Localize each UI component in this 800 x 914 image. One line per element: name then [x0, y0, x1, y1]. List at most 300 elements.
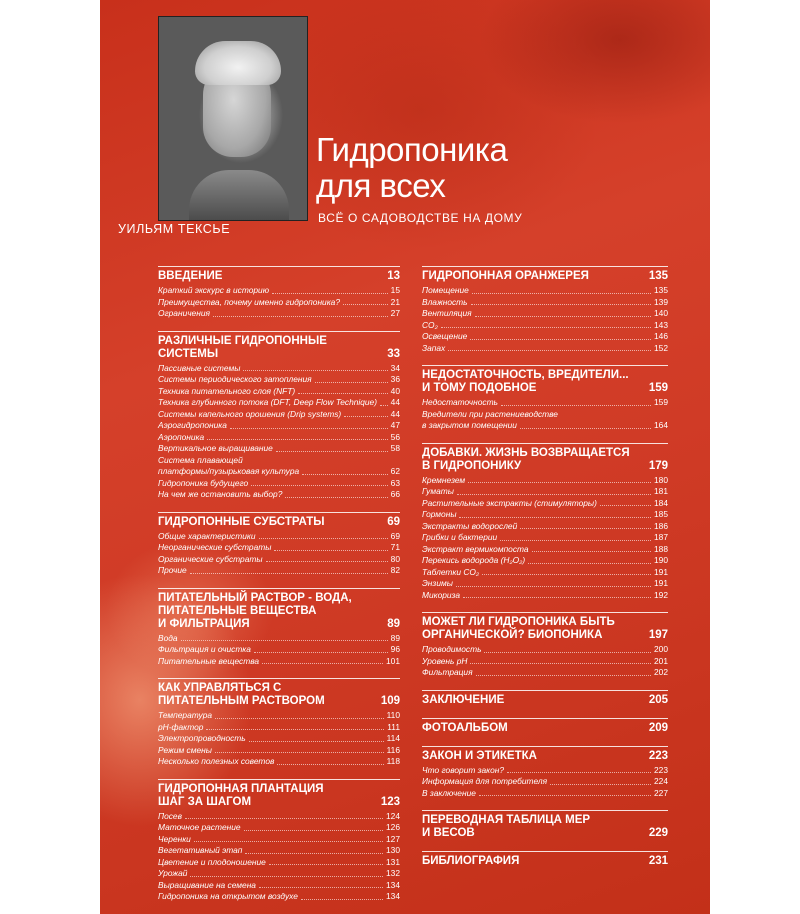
toc-item-label: Вредители при растениеводстве [422, 408, 558, 419]
toc-item-page-number: 185 [654, 509, 668, 519]
toc-section-header[interactable] [158, 516, 400, 529]
toc-item[interactable] [158, 443, 400, 455]
toc-item-label: CO₂ [422, 319, 438, 330]
toc-item-leader-dots [471, 304, 651, 305]
toc-item-leader-dots [215, 752, 384, 753]
toc-item-page-number: 116 [386, 744, 400, 755]
toc-item-page-number: 146 [654, 331, 668, 341]
toc-item[interactable] [422, 590, 668, 602]
toc-item[interactable] [158, 845, 400, 857]
toc-item-page-number: 184 [654, 497, 668, 508]
toc-item-leader-dots [500, 540, 651, 541]
toc-item-page-number: 223 [654, 764, 668, 775]
toc-item-page-number: 130 [386, 845, 400, 855]
toc-item-page-number: 152 [654, 342, 668, 353]
toc-item-label: Фильтрация [422, 667, 473, 677]
toc-item-leader-dots [528, 563, 651, 564]
toc-section-header[interactable] [158, 682, 400, 708]
toc-item-label: Питательные вещества [158, 655, 260, 666]
toc-item-leader-dots [520, 528, 651, 529]
toc-item-label: Кремнезем [422, 474, 466, 485]
toc-item-page-number: 191 [654, 578, 668, 588]
toc-item-label: Гидропоника на открытом воздухе [158, 891, 298, 901]
toc-item-label: Перекись водорода (H₂O₂) [422, 555, 526, 565]
toc-item[interactable] [422, 397, 668, 409]
toc-item-leader-dots [456, 586, 651, 587]
toc-section-header[interactable] [158, 783, 400, 809]
toc-item-page-number: 131 [386, 856, 400, 867]
toc-item-page-number: 56 [390, 431, 400, 442]
toc-item-page-number: 15 [390, 285, 400, 295]
toc-item[interactable] [158, 710, 400, 722]
toc-item-page-number: 159 [654, 397, 668, 407]
toc-item-label: Экстракт вермикомпоста [422, 543, 529, 554]
toc-item-page-number: 80 [390, 553, 400, 564]
toc-item-leader-dots [190, 876, 383, 877]
toc-item-leader-dots [181, 640, 388, 641]
toc-section [422, 746, 668, 800]
toc-item[interactable] [422, 409, 668, 421]
toc-item[interactable] [158, 489, 400, 501]
toc-item-leader-dots [479, 795, 651, 796]
toc-section-title: КАК УПРАВЛЯТЬСЯ С ПИТАТЕЛЬНЫМ РАСТВОРОМ [158, 682, 325, 707]
toc-item[interactable] [158, 363, 400, 375]
toc-item-leader-dots [380, 405, 388, 406]
toc-item-leader-dots [244, 830, 383, 831]
toc-item-leader-dots [441, 327, 651, 328]
toc-item-leader-dots [476, 675, 651, 676]
toc-item[interactable] [158, 397, 400, 409]
book-cover-page [100, 0, 710, 914]
toc-section [158, 266, 400, 320]
toc-item-label: Преимущества, почему именно гидропоника? [158, 296, 340, 307]
toc-item[interactable] [158, 285, 400, 297]
toc-item-leader-dots [269, 864, 383, 865]
toc-item-label: Маточное растение [158, 822, 241, 832]
toc-item-page-number: 58 [390, 443, 400, 453]
toc-item-page-number: 224 [654, 776, 668, 786]
toc-section [422, 443, 668, 602]
toc-item-page-number: 188 [654, 543, 668, 554]
toc-section [422, 266, 668, 354]
toc-item-page-number: 89 [390, 632, 400, 643]
toc-item-label: Освещение [422, 331, 468, 341]
toc-item[interactable] [158, 633, 400, 645]
toc-item-page-number: 140 [654, 308, 668, 318]
toc-item-leader-dots [301, 899, 383, 900]
toc-item-label: Вода [158, 632, 178, 643]
toc-item-page-number: 201 [654, 655, 668, 666]
toc-item-label: Электропроводность [158, 733, 246, 743]
toc-item[interactable] [158, 466, 400, 478]
toc-section-title: ГИДРОПОННАЯ ПЛАНТАЦИЯ ШАГ ЗА ШАГОМ [158, 782, 324, 808]
toc-item[interactable] [422, 475, 668, 487]
toc-section-page-number: 109 [380, 695, 400, 707]
toc-item-label: Помещение [422, 285, 469, 295]
toc-item-page-number: 190 [654, 555, 668, 565]
toc-item-leader-dots [470, 339, 651, 340]
toc-item-label: Микориза [422, 589, 461, 600]
toc-item-page-number: 71 [390, 542, 400, 552]
toc-item[interactable] [158, 880, 400, 892]
toc-item-leader-dots [470, 663, 651, 664]
book-title [316, 132, 507, 204]
toc-item-label: Посев [158, 810, 182, 821]
toc-item-leader-dots [185, 818, 383, 819]
toc-section-page-number: 123 [380, 795, 400, 808]
toc-item-leader-dots [298, 393, 388, 394]
toc-item-label: Что говорит закон? [422, 764, 504, 775]
toc-section [422, 612, 668, 679]
toc-item[interactable] [158, 811, 400, 823]
toc-item-page-number: 63 [390, 477, 400, 488]
toc-item[interactable] [158, 374, 400, 386]
toc-item-leader-dots [463, 597, 651, 598]
toc-item[interactable] [158, 554, 400, 566]
toc-item-page-number: 66 [390, 489, 400, 499]
toc-item-leader-dots [245, 853, 383, 854]
toc-item-label: Системы капельного орошения (Drip systems) [158, 408, 342, 419]
toc-item[interactable] [158, 297, 400, 309]
toc-section-title: ФОТОАЛЬБОМ [422, 721, 508, 734]
toc-section-header[interactable] [158, 592, 400, 631]
toc-item-leader-dots [259, 887, 383, 888]
toc-item-label: Вентиляция [422, 308, 472, 318]
toc-section-title: НЕДОСТАТОЧНОСТЬ, ВРЕДИТЕЛИ... И ТОМУ ПОДОБНОЕ [422, 369, 629, 394]
toc-section-page-number: 13 [387, 270, 400, 282]
toc-item-page-number: 21 [390, 296, 400, 307]
toc-item[interactable] [158, 834, 400, 846]
toc-item-page-number: 44 [390, 397, 400, 407]
toc-section-header[interactable] [422, 369, 668, 395]
toc-item-label: Несколько полезных советов [158, 756, 275, 766]
toc-item-label: Таблетки CO₂ [422, 566, 480, 577]
toc-item-leader-dots [249, 741, 384, 742]
toc-section [422, 718, 668, 735]
toc-item-label: На чем же остановить выбор? [158, 489, 283, 499]
toc-item[interactable] [422, 667, 668, 679]
toc-section-page-number: 231 [648, 855, 668, 867]
toc-item-label: Энзимы [422, 578, 453, 588]
toc-section-page-number: 179 [648, 459, 668, 472]
toc-item[interactable] [422, 486, 668, 498]
toc-item-label: Запах [422, 342, 446, 353]
toc-item-label: Система плавающей [158, 454, 243, 465]
toc-item-label: Гидропоника будущего [158, 477, 249, 488]
toc-section-header[interactable] [422, 750, 668, 763]
toc-item-page-number: 127 [386, 833, 400, 844]
toc-item[interactable] [422, 656, 668, 668]
toc-item[interactable] [158, 432, 400, 444]
toc-section-title: ПЕРЕВОДНАЯ ТАБЛИЦА МЕР И ВЕСОВ [422, 814, 591, 839]
toc-section-title: ВВЕДЕНИЕ [158, 270, 223, 282]
toc-section-title: ГИДРОПОННЫЕ СУБСТРАТЫ [158, 515, 325, 528]
toc-item-leader-dots [274, 550, 387, 551]
toc-section-page-number: 89 [387, 617, 400, 630]
toc-item-label: Вегетативный этап [158, 845, 243, 855]
toc-item-page-number: 143 [654, 319, 668, 330]
toc-item[interactable] [422, 308, 668, 320]
toc-item-leader-dots [520, 428, 651, 429]
toc-section-title: ДОБАВКИ. ЖИЗНЬ ВОЗВРАЩАЕТСЯ В ГИДРОПОНИКУ [422, 446, 630, 472]
author-photo-shirt [189, 170, 289, 220]
toc-item-label: Системы периодического затопления [158, 374, 312, 384]
toc-item-leader-dots [343, 304, 388, 305]
toc-item[interactable] [422, 331, 668, 343]
toc-item-page-number: 44 [390, 408, 400, 419]
toc-item-leader-dots [230, 428, 388, 429]
toc-section-header[interactable] [422, 694, 668, 707]
toc-item-page-number: 227 [654, 787, 668, 798]
toc-item-page-number: 62 [390, 466, 400, 476]
toc-item-leader-dots [266, 561, 388, 562]
toc-item-label: pH-фактор [158, 721, 204, 732]
book-subtitle: ВСЁ О САДОВОДСТВЕ НА ДОМУ [318, 211, 523, 225]
toc-item-leader-dots [600, 505, 651, 506]
toc-item[interactable] [422, 578, 668, 590]
toc-item[interactable] [158, 822, 400, 834]
toc-section-title: ПИТАТЕЛЬНЫЙ РАСТВОР - ВОДА, ПИТАТЕЛЬНЫЕ ВЕЩЕСТВА И ФИЛЬТРАЦИЯ [158, 591, 352, 630]
toc-item-page-number: 110 [386, 710, 400, 720]
toc-item-page-number: 118 [386, 756, 400, 766]
toc-section-page-number: 135 [648, 270, 668, 282]
toc-item-leader-dots [276, 451, 388, 452]
toc-item[interactable] [158, 531, 400, 543]
toc-item[interactable] [422, 765, 668, 777]
toc-item-leader-dots [448, 350, 651, 351]
toc-item-page-number: 192 [654, 589, 668, 600]
toc-section [158, 588, 400, 668]
toc-item[interactable] [158, 722, 400, 734]
toc-item[interactable] [422, 297, 668, 309]
toc-section-header[interactable] [158, 270, 400, 283]
toc-item-page-number: 132 [386, 868, 400, 878]
toc-item-leader-dots [251, 485, 387, 486]
toc-item-label: Цветение и плодоношение [158, 856, 266, 867]
toc-item-leader-dots [215, 718, 384, 719]
toc-item-label: Недостаточность [422, 397, 498, 407]
toc-item[interactable] [422, 320, 668, 332]
author-photo [158, 16, 308, 221]
toc-item-page-number: 126 [386, 822, 400, 832]
toc-item[interactable] [158, 891, 400, 903]
toc-item-leader-dots [277, 764, 383, 765]
toc-item[interactable] [422, 532, 668, 544]
toc-item-leader-dots [532, 551, 651, 552]
toc-item-leader-dots [285, 497, 387, 498]
toc-item-label: Черенки [158, 833, 191, 844]
toc-item-label: платформы/пузырьковая культура [158, 466, 300, 476]
toc-item-page-number: 34 [390, 362, 400, 373]
toc-item[interactable] [422, 343, 668, 355]
toc-item[interactable] [158, 420, 400, 432]
toc-item-page-number: 47 [390, 420, 400, 430]
toc-item[interactable] [422, 644, 668, 656]
toc-item-page-number: 181 [654, 486, 668, 496]
toc-item-label: Проводимость [422, 644, 482, 654]
toc-item-label: Аэрогидропоника [158, 420, 227, 430]
toc-item-label: Урожай [158, 868, 188, 878]
toc-item-leader-dots [344, 416, 387, 417]
toc-section [158, 779, 400, 903]
toc-item-page-number: 186 [654, 520, 668, 531]
toc-item-leader-dots [482, 574, 651, 575]
toc-item-label: Пассивные системы [158, 362, 241, 373]
toc-item[interactable] [158, 478, 400, 490]
toc-item-label: в закрытом помещении [422, 420, 517, 430]
toc-section [422, 690, 668, 707]
toc-section-page-number: 205 [648, 693, 668, 706]
toc-item-page-number: 139 [654, 296, 668, 307]
toc-item-leader-dots [262, 663, 383, 664]
toc-item-leader-dots [213, 316, 388, 317]
toc-section-page-number: 197 [648, 629, 668, 641]
toc-item-leader-dots [272, 293, 388, 294]
toc-item[interactable] [158, 868, 400, 880]
toc-item-label: Техника глубинного потока (DFT, Deep Flow Technique) [158, 397, 378, 407]
toc-section-page-number: 229 [648, 827, 668, 839]
toc-item-page-number: 124 [386, 810, 400, 821]
toc-item-page-number: 111 [387, 721, 400, 732]
toc-item-page-number: 82 [390, 565, 400, 575]
toc-right-column [422, 266, 668, 879]
toc-section-title: БИБЛИОГРАФИЯ [422, 855, 520, 867]
toc-item[interactable] [158, 857, 400, 869]
toc-item[interactable] [158, 455, 400, 467]
toc-section-title: ЗАКОН И ЭТИКЕТКА [422, 749, 537, 762]
toc-item[interactable] [158, 409, 400, 421]
toc-item-label: Экстракты водорослей [422, 520, 518, 531]
toc-item[interactable] [158, 386, 400, 398]
toc-item-label: Температура [158, 710, 213, 720]
toc-item-label: Фильтрация и очистка [158, 644, 251, 654]
toc-item-label: Информация для потребителя [422, 776, 548, 786]
toc-section [422, 851, 668, 868]
toc-item-leader-dots [507, 772, 651, 773]
toc-item-leader-dots [468, 482, 651, 483]
toc-item-page-number: 187 [654, 532, 668, 542]
toc-section-header[interactable] [158, 335, 400, 361]
toc-item-label: Краткий экскурс в историю [158, 285, 270, 295]
toc-item-label: Влажность [422, 296, 468, 307]
toc-item-page-number: 27 [390, 308, 400, 318]
toc-section-header[interactable] [422, 616, 668, 642]
toc-section [158, 331, 400, 501]
toc-section-page-number: 69 [387, 515, 400, 528]
toc-item-page-number: 202 [654, 667, 668, 677]
toc-item-page-number: 40 [390, 385, 400, 396]
toc-item[interactable] [158, 565, 400, 577]
toc-item[interactable] [422, 788, 668, 800]
toc-item-leader-dots [302, 474, 388, 475]
toc-item[interactable] [422, 420, 668, 432]
toc-item[interactable] [158, 542, 400, 554]
toc-item[interactable] [158, 745, 400, 757]
toc-item-label: Режим смены [158, 744, 212, 755]
toc-item-label: Органические субстраты [158, 553, 263, 564]
toc-item-leader-dots [459, 517, 651, 518]
toc-item-page-number: 96 [390, 644, 400, 654]
toc-section [158, 512, 400, 577]
toc-item-leader-dots [207, 439, 388, 440]
toc-item-leader-dots [484, 652, 651, 653]
toc-item-page-number: 180 [654, 474, 668, 485]
toc-item-leader-dots [550, 784, 651, 785]
toc-item[interactable] [422, 776, 668, 788]
toc-item-leader-dots [206, 729, 384, 730]
toc-item-label: Вертикальное выращивание [158, 443, 273, 453]
toc-item[interactable] [158, 644, 400, 656]
author-photo-hair [195, 41, 281, 85]
toc-section-title: РАЗЛИЧНЫЕ ГИДРОПОННЫЕ СИСТЕМЫ [158, 334, 327, 360]
toc-item[interactable] [158, 733, 400, 745]
toc-item[interactable] [158, 656, 400, 668]
toc-section-title: ЗАКЛЮЧЕНИЕ [422, 693, 505, 706]
toc-item-page-number: 164 [654, 420, 668, 430]
toc-section-title: МОЖЕТ ЛИ ГИДРОПОНИКА БЫТЬ ОРГАНИЧЕСКОЙ? БИОПОНИКА [422, 616, 615, 641]
toc-section-header[interactable] [422, 814, 668, 840]
toc-section-page-number: 223 [648, 749, 668, 762]
toc-item-leader-dots [259, 538, 388, 539]
toc-item[interactable] [422, 521, 668, 533]
toc-item[interactable] [422, 567, 668, 579]
toc-item-label: Техника питательного слоя (NFT) [158, 385, 296, 396]
toc-item[interactable] [422, 544, 668, 556]
toc-item-label: Уровень pH [422, 655, 468, 666]
toc-item-label: Общие характеристики [158, 530, 256, 541]
toc-item-label: Гуматы [422, 486, 454, 496]
toc-section-page-number: 159 [648, 382, 668, 394]
toc-section [422, 810, 668, 840]
toc-item[interactable] [422, 509, 668, 521]
toc-item-label: Ограничения [158, 308, 210, 318]
toc-section-header[interactable] [422, 855, 668, 868]
toc-section-page-number: 33 [387, 347, 400, 360]
toc-section [158, 678, 400, 768]
toc-item-page-number: 200 [654, 644, 668, 654]
toc-item-leader-dots [501, 405, 651, 406]
toc-left-column [158, 266, 400, 914]
toc-item-label: Аэропоника [158, 431, 205, 442]
toc-item[interactable] [422, 285, 668, 297]
toc-item-label: Прочие [158, 565, 187, 575]
toc-item-label: В заключение [422, 787, 476, 798]
book-title-line-2: для всех [316, 167, 446, 204]
toc-section-header[interactable] [422, 447, 668, 473]
toc-section-title: ГИДРОПОННАЯ ОРАНЖЕРЕЯ [422, 270, 589, 282]
toc-item-leader-dots [475, 316, 651, 317]
toc-item[interactable] [158, 308, 400, 320]
toc-section-header[interactable] [422, 270, 668, 283]
toc-section [422, 365, 668, 432]
toc-item-leader-dots [315, 382, 388, 383]
toc-item-leader-dots [194, 841, 383, 842]
toc-item-label: Грибки и бактерии [422, 532, 498, 542]
toc-item-page-number: 69 [390, 530, 400, 541]
toc-item[interactable] [158, 756, 400, 768]
toc-item-label: Неорганические субстраты [158, 542, 272, 552]
toc-item-leader-dots [457, 494, 651, 495]
toc-item-page-number: 101 [386, 655, 400, 666]
toc-item-leader-dots [254, 652, 388, 653]
book-title-line-1: Гидропоника [316, 131, 508, 168]
toc-item-page-number: 135 [654, 285, 668, 295]
toc-item-page-number: 36 [390, 374, 400, 384]
toc-item-label: Гормоны [422, 509, 457, 519]
toc-section-header[interactable] [422, 722, 668, 735]
toc-item[interactable] [422, 555, 668, 567]
toc-item[interactable] [422, 498, 668, 510]
